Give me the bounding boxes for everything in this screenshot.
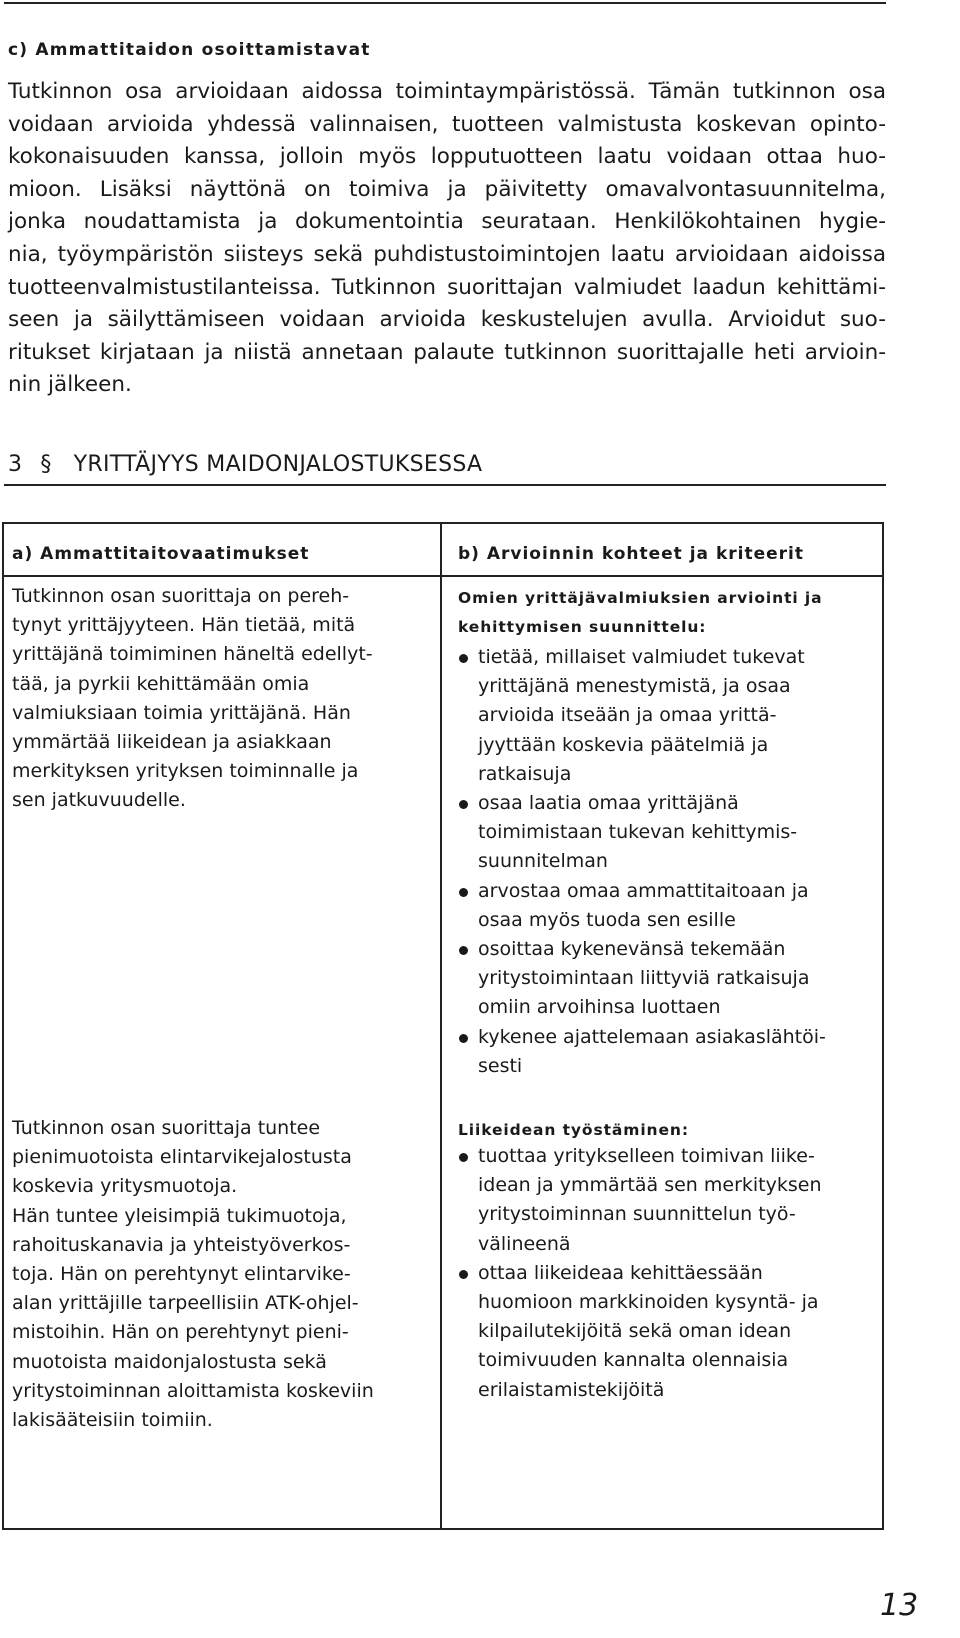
text-line: huomioon markkinoiden kysyntä- ja bbox=[478, 1291, 819, 1314]
bullet-icon bbox=[459, 888, 468, 897]
text-line: muotoista maidonjalostusta sekä bbox=[12, 1350, 327, 1373]
text-line: osoittaa kykenevänsä tekemään bbox=[478, 938, 786, 961]
text-line: yrittäjänä toimiminen häneltä edellyt- bbox=[12, 643, 373, 666]
text-line: koskevia yritysmuotoja. bbox=[12, 1175, 238, 1198]
text-line: yrittäjänä menestymistä, ja osaa bbox=[478, 675, 791, 698]
column-b-header-rule bbox=[442, 575, 884, 577]
text-line: ratkaisuja bbox=[478, 762, 572, 785]
column-a-header-rule bbox=[2, 575, 440, 577]
column-divider bbox=[440, 522, 442, 1530]
paragraph-line: ritukset kirjataan ja niistä annetaan palaute tutkinnon suorittajalle heti arvioin- bbox=[8, 339, 886, 365]
paragraph-line: mioon. Lisäksi näyttönä on toimiva ja päivitetty omavalvontasuunnitelma, bbox=[8, 176, 886, 202]
criteria-group-2-heading bbox=[458, 1116, 689, 1145]
text-line: toimivuuden kannalta olennaisia bbox=[478, 1349, 789, 1372]
heading-line: Omien yrittäjävalmiuksien arviointi ja bbox=[458, 589, 823, 607]
paragraph-line: nin jälkeen. bbox=[8, 372, 132, 398]
paragraph-line: voidaan arvioida yhdessä valinnaisen, tuotteen valmistusta koskevan opinto- bbox=[8, 111, 886, 137]
heading-line: kehittymisen suunnittelu: bbox=[458, 618, 707, 636]
text-line: mistoihin. Hän on perehtynyt pieni- bbox=[12, 1321, 349, 1344]
text-line: yritystoiminnan aloittamista koskeviin bbox=[12, 1379, 374, 1402]
text-line: tää, ja pyrkii kehittämään omia bbox=[12, 672, 310, 695]
list-item bbox=[458, 1259, 822, 1405]
text-line: yritystoimintaan liittyviä ratkaisuja bbox=[478, 967, 810, 990]
list-item bbox=[458, 1023, 826, 1081]
text-line: omiin arvoihinsa luottaen bbox=[478, 996, 721, 1019]
text-line: jyyttään koskevia päätelmiä ja bbox=[478, 733, 769, 756]
text-line: Hän tuntee yleisimpiä tukimuotoja, bbox=[12, 1204, 347, 1227]
text-line: pienimuotoista elintarvikejalostusta bbox=[12, 1146, 352, 1169]
text-line: sen jatkuvuudelle. bbox=[12, 789, 186, 812]
bullet-icon bbox=[459, 800, 468, 809]
text-line: toja. Hän on perehtynyt elintarvike- bbox=[12, 1263, 351, 1286]
section-c-paragraph bbox=[8, 76, 886, 402]
text-line: valmiuksiaan toimia yrittäjänä. Hän bbox=[12, 701, 351, 724]
list-item bbox=[458, 1142, 822, 1259]
paragraph-line: tuotteenvalmistustilanteissa. Tutkinnon suorittajan valmiudet laadun kehittämi- bbox=[8, 274, 886, 300]
text-line: arvioida itseään ja omaa yrittä- bbox=[478, 704, 777, 727]
list-item bbox=[458, 935, 826, 1023]
column-a-header: a) Ammattitaitovaatimukset bbox=[12, 544, 310, 564]
text-line: osaa laatia omaa yrittäjänä bbox=[478, 792, 739, 815]
column-b-header: b) Arvioinnin kohteet ja kriteerit bbox=[458, 544, 804, 564]
list-item bbox=[458, 877, 826, 935]
text-line: alan yrittäjille tarpeellisiin ATK-ohjel- bbox=[12, 1292, 359, 1315]
text-line: lakisääteisiin toimiin. bbox=[12, 1409, 213, 1432]
text-line: kykenee ajattelemaan asiakaslähtöi- bbox=[478, 1025, 826, 1048]
section-3-heading bbox=[8, 452, 482, 477]
bullet-icon bbox=[459, 946, 468, 955]
text-line: ottaa liikeideaa kehittäessään bbox=[478, 1261, 763, 1284]
text-line: merkityksen yrityksen toiminnalle ja bbox=[12, 760, 359, 783]
text-line: ymmärtää liikeidean ja asiakkaan bbox=[12, 731, 332, 754]
criteria-group-2-list bbox=[458, 1142, 822, 1405]
list-item bbox=[458, 789, 826, 877]
text-line: suunnitelman bbox=[478, 850, 608, 873]
text-line: tynyt yrittäjyyteen. Hän tietää, mitä bbox=[12, 614, 356, 637]
text-line: yritystoiminnan suunnittelun työ- bbox=[478, 1203, 796, 1226]
bullet-icon bbox=[459, 1034, 468, 1043]
section-number: 3 bbox=[8, 452, 23, 477]
heading-line: Liikeidean työstäminen: bbox=[458, 1121, 689, 1139]
section-title: YRITTÄJYYS MAIDONJALOSTUKSESSA bbox=[73, 452, 483, 477]
text-line: arvostaa omaa ammattitaitoaan ja bbox=[478, 879, 809, 902]
text-line: Tutkinnon osan suorittaja on pereh- bbox=[12, 585, 350, 607]
text-line: rahoituskanavia ja yhteistyöverkos- bbox=[12, 1233, 351, 1256]
paragraph-line: nia, työympäristön siisteys sekä puhdistustoimintojen laatu arvioidaan aidoissa bbox=[8, 241, 886, 267]
text-line: idean ja ymmärtää sen merkityksen bbox=[478, 1174, 822, 1197]
page-number: 13 bbox=[880, 1588, 919, 1623]
bullet-icon bbox=[459, 654, 468, 663]
bullet-icon bbox=[459, 1270, 468, 1279]
paragraph-line: kokonaisuuden kanssa, jolloin myös lopputuotteen laatu voidaan ottaa huo- bbox=[8, 144, 886, 170]
text-line: erilaistamistekijöitä bbox=[478, 1378, 665, 1401]
column-a-paragraph-2 bbox=[12, 1114, 374, 1435]
text-line: osaa myös tuoda sen esille bbox=[478, 908, 736, 931]
list-item bbox=[458, 643, 826, 789]
section-symbol: § bbox=[40, 452, 52, 477]
text-line: sesti bbox=[478, 1054, 523, 1077]
paragraph-line: Tutkinnon osa arvioidaan aidossa toimintaympäristössä. Tämän tutkinnon osa bbox=[8, 79, 886, 104]
text-line: Tutkinnon osan suorittaja tuntee bbox=[12, 1117, 321, 1139]
bullet-icon bbox=[459, 1153, 468, 1162]
section-c-title: c) Ammattitaidon osoittamistavat bbox=[8, 40, 371, 60]
text-line: välineenä bbox=[478, 1232, 571, 1255]
heading-rule bbox=[4, 484, 886, 486]
paragraph-line: jonka noudattamista ja dokumentointia seurataan. Henkilökohtainen hygie- bbox=[8, 209, 886, 235]
text-line: toimimistaan tukevan kehittymis- bbox=[478, 821, 798, 844]
top-rule bbox=[4, 2, 886, 4]
column-a-paragraph-1 bbox=[12, 582, 373, 816]
text-line: tietää, millaiset valmiudet tukevat bbox=[478, 646, 805, 668]
paragraph-line: seen ja säilyttämiseen voidaan arvioida keskustelujen avulla. Arvioidut suo- bbox=[8, 307, 886, 333]
text-line: kilpailutekijöitä sekä oman idean bbox=[478, 1320, 792, 1343]
text-line: tuottaa yritykselleen toimivan liike- bbox=[478, 1145, 815, 1167]
criteria-group-1-list bbox=[458, 643, 826, 1081]
criteria-group-1-heading bbox=[458, 584, 822, 642]
